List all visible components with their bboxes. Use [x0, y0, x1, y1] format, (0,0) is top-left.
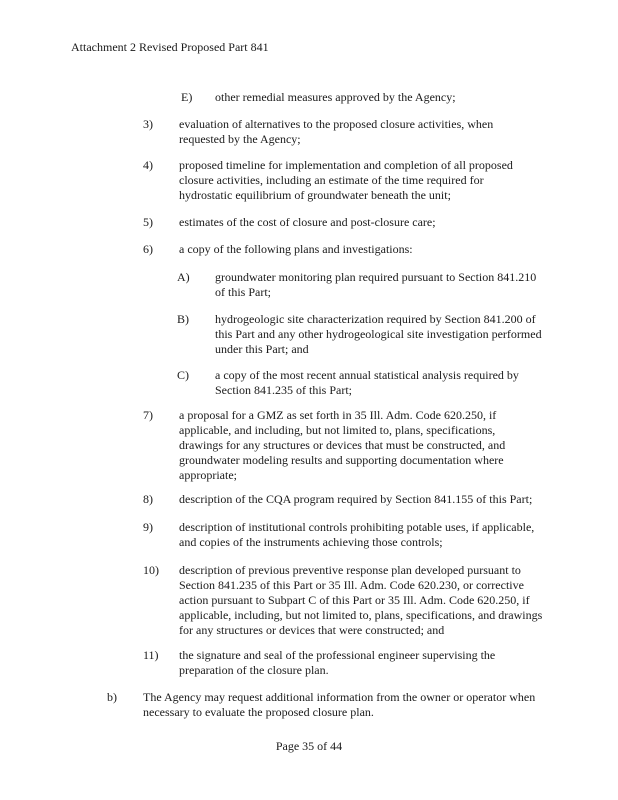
item-text: evaluation of alternatives to the proposed closure activities, when requested by the Agency; — [179, 117, 494, 146]
item-label: E) — [181, 90, 193, 104]
item-text: other remedial measures approved by the Agency; — [215, 90, 456, 104]
page-number: Page 35 of 44 — [275, 739, 343, 753]
item-text: estimates of the cost of closure and post-closure care; — [179, 215, 436, 229]
page-header: Attachment 2 Revised Proposed Part 841 — [71, 40, 269, 54]
item-label: 11) — [143, 648, 159, 662]
item-label: 8) — [143, 492, 153, 506]
item-text: the signature and seal of the professional engineer supervising the preparation of the closure plan. — [179, 648, 496, 677]
item-label: 9) — [143, 520, 153, 534]
item-text: proposed timeline for implementation and completion of all proposed closure activities, including an estimate of the time required for hydrostatic equilibrium of groundwater beneath the unit; — [179, 158, 513, 202]
item-label: 7) — [143, 408, 153, 422]
item-label: b) — [107, 690, 117, 704]
item-text: a copy of the following plans and investigations: — [179, 242, 413, 256]
item-label: 10) — [143, 563, 159, 577]
item-text: a proposal for a GMZ as set forth in 35 Ill. Adm. Code 620.250, if applicable, and including, but not limited to, plans, specifications, drawings for any structures or devices that must be constructed, and groundwater modeling results and supporting documentation where appropriate; — [179, 408, 506, 482]
item-text: The Agency may request additional information from the owner or operator when necessary to evaluate the proposed closure plan. — [143, 690, 536, 719]
item-label: 3) — [143, 117, 153, 131]
item-text: a copy of the most recent annual statistical analysis required by Section 841.235 of this Part; — [215, 368, 519, 397]
item-label: 4) — [143, 158, 153, 172]
item-label: C) — [177, 368, 189, 382]
item-label: A) — [177, 270, 190, 284]
item-text: hydrogeologic site characterization required by Section 841.200 of this Part and any other hydrogeological site investigation performed under this Part; and — [215, 312, 542, 356]
item-label: 5) — [143, 215, 153, 229]
item-text: description of the CQA program required by Section 841.155 of this Part; — [179, 492, 533, 506]
item-text: description of institutional controls prohibiting potable uses, if applicable, and copies of the instruments achieving those controls; — [179, 520, 535, 549]
item-label: 6) — [143, 242, 153, 256]
item-text: groundwater monitoring plan required pursuant to Section 841.210 of this Part; — [215, 270, 537, 299]
item-text: description of previous preventive response plan developed pursuant to Section 841.235 of this Part or 35 Ill. Adm. Code 620.230, or corrective action pursuant to Subpart C of this Part or 35 Ill. Adm. Code 620.250, if applicable, including, but not limited to, plans, specifications, and drawings for any structures or devices that were constructed; and — [179, 563, 543, 637]
item-label: B) — [177, 312, 189, 326]
